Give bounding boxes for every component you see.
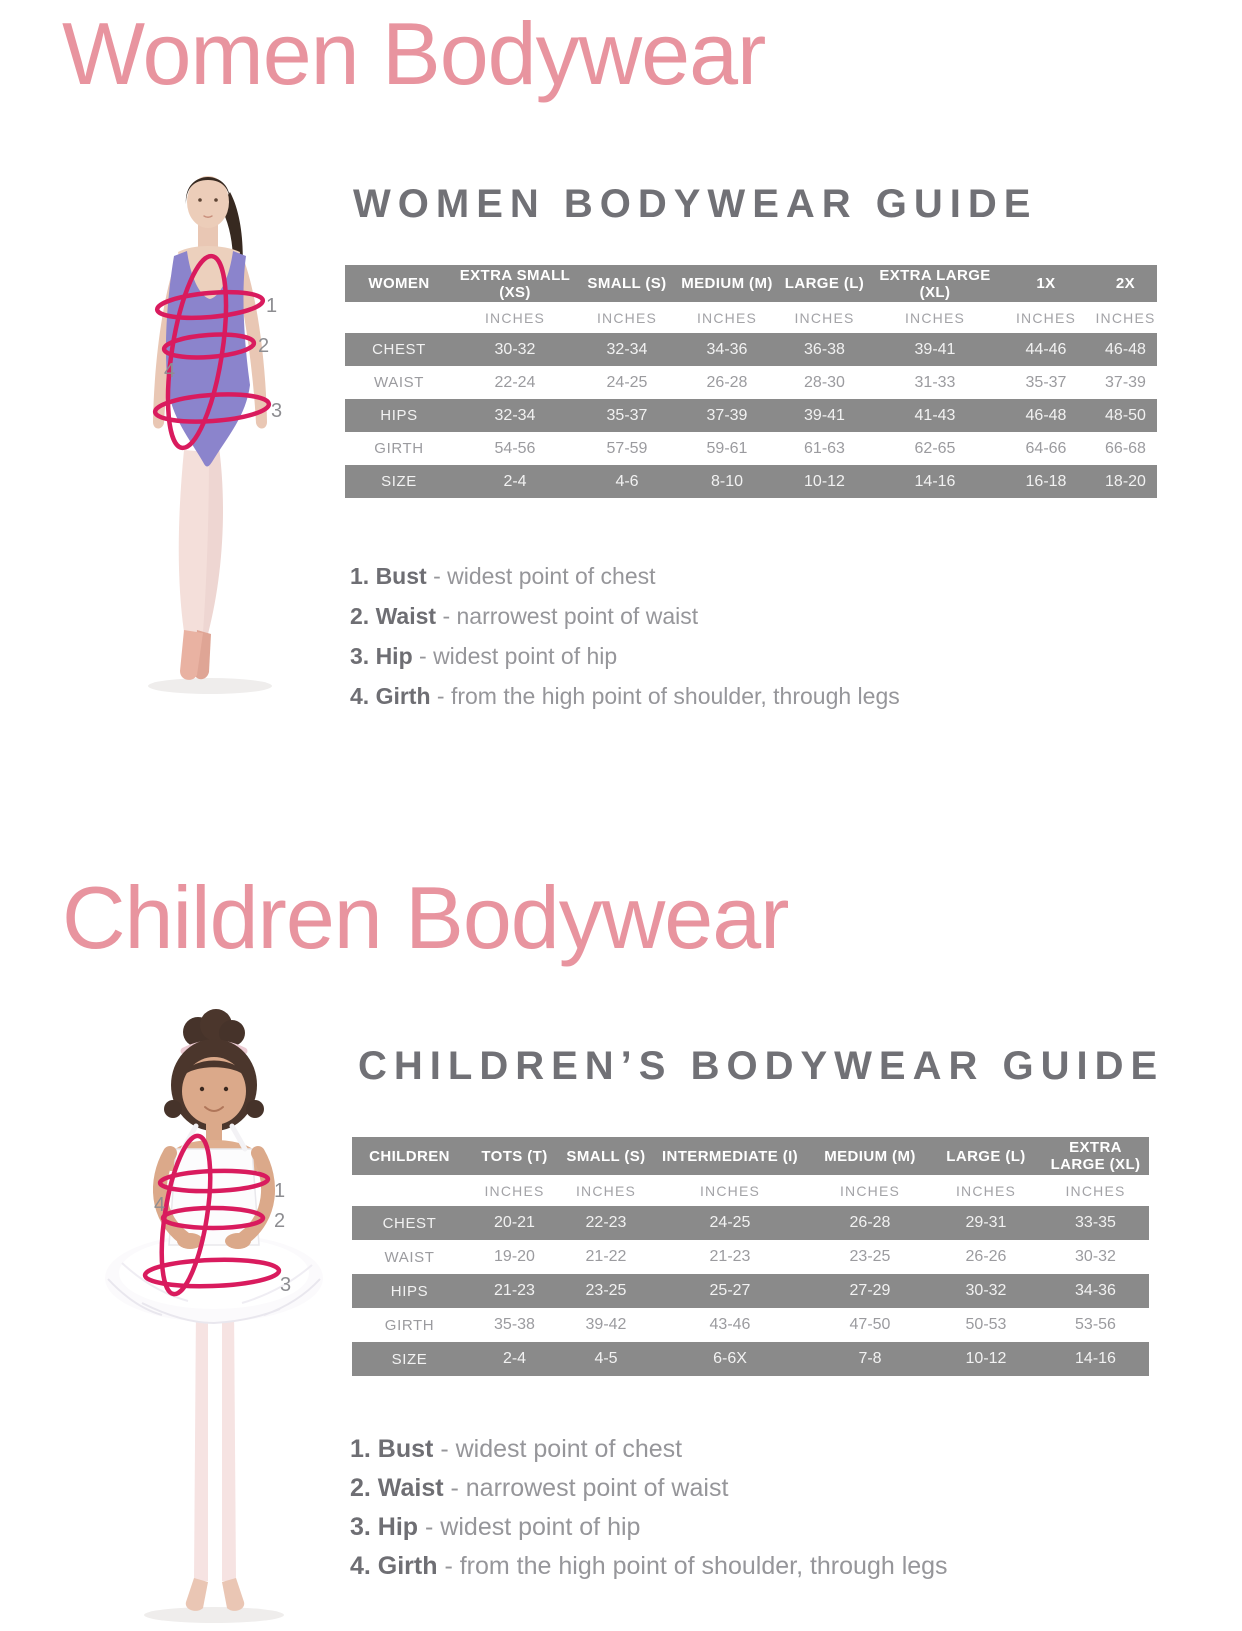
column-header: LARGE (L) xyxy=(946,1147,1026,1165)
bust-marker: 1 xyxy=(274,1180,286,1202)
children-figure xyxy=(102,985,337,1630)
women-section-title: Women Bodywear xyxy=(62,4,766,103)
units-cell: INCHES xyxy=(467,1175,562,1206)
units-cell: INCHES xyxy=(677,302,777,333)
size-cell: 16-18 xyxy=(1025,472,1067,490)
size-cell: 31-33 xyxy=(914,373,956,391)
row-label: SIZE xyxy=(391,1350,428,1368)
women-guide-heading: WOMEN BODYWEAR GUIDE xyxy=(353,182,1038,226)
pointe-shoes xyxy=(180,630,211,680)
size-cell: 35-38 xyxy=(494,1316,535,1333)
legend-term: 2. Waist xyxy=(350,1474,444,1502)
size-cell: 44-46 xyxy=(1025,340,1067,358)
table-row-hips xyxy=(352,1274,1149,1308)
size-cell: 36-38 xyxy=(804,340,845,358)
table-row-chest xyxy=(345,333,1157,366)
row-label: WAIST xyxy=(374,374,424,391)
units-cell: INCHES xyxy=(930,1175,1042,1206)
hip-marker: 3 xyxy=(280,1274,292,1296)
size-cell: 30-32 xyxy=(494,340,536,358)
size-cell: 32-34 xyxy=(494,406,536,424)
units-cell xyxy=(345,302,453,333)
row-label: WAIST xyxy=(384,1248,435,1266)
size-cell: 41-43 xyxy=(914,406,956,424)
size-cell: 6-6X xyxy=(713,1350,747,1367)
column-header: INTERMEDIATE (I) xyxy=(661,1147,799,1165)
units-cell: INCHES xyxy=(1042,1175,1149,1206)
head xyxy=(164,1039,264,1131)
size-cell: 19-20 xyxy=(494,1248,535,1265)
size-cell: 54-56 xyxy=(494,439,536,457)
legend-term: 2. Waist xyxy=(350,603,437,629)
size-cell: 39-41 xyxy=(804,406,845,424)
legend-term: 4. Girth xyxy=(350,683,431,709)
women-figure xyxy=(60,140,320,700)
table-row-size xyxy=(352,1342,1149,1376)
units-cell: INCHES xyxy=(872,302,998,333)
size-cell: 14-16 xyxy=(914,472,956,490)
women-dancer-illustration xyxy=(60,140,320,700)
column-header: SMALL (S) xyxy=(566,1147,646,1165)
women-size-table xyxy=(345,265,1157,498)
size-cell: 64-66 xyxy=(1025,439,1067,457)
legend-desc: - from the high point of shoulder, through legs xyxy=(444,1552,948,1580)
size-cell: 34-36 xyxy=(1075,1282,1116,1299)
legs xyxy=(179,440,223,634)
table-header-row xyxy=(352,1137,1149,1175)
table-header-row xyxy=(345,265,1157,302)
units-row xyxy=(345,302,1157,333)
waist-marker: 2 xyxy=(258,335,270,357)
legend-desc: - widest point of hip xyxy=(419,643,618,669)
legend-term: 1. Bust xyxy=(350,563,427,589)
size-cell: 24-25 xyxy=(709,1214,751,1231)
legend-line xyxy=(350,556,900,596)
children-size-table xyxy=(352,1137,1149,1376)
size-cell: 59-61 xyxy=(706,439,748,457)
row-label: SIZE xyxy=(381,473,417,490)
legend-desc: - widest point of hip xyxy=(425,1513,641,1541)
size-cell: 26-28 xyxy=(706,373,748,391)
size-cell: 46-48 xyxy=(1105,340,1146,358)
children-guide-heading: CHILDREN’S BODYWEAR GUIDE xyxy=(358,1044,1165,1088)
table-row-waist xyxy=(345,366,1157,399)
legs xyxy=(194,1305,236,1581)
size-cell: 26-26 xyxy=(965,1248,1007,1265)
legend-desc: - from the high point of shoulder, through legs xyxy=(436,683,900,709)
legend-term: 3. Hip xyxy=(350,643,413,669)
size-cell: 27-29 xyxy=(849,1282,891,1299)
legend-desc: - narrowest point of waist xyxy=(442,603,699,629)
floor-shadow xyxy=(148,678,272,694)
column-header: EXTRA SMALL (XS) xyxy=(459,266,571,301)
column-header: CHILDREN xyxy=(369,1147,450,1165)
row-label: HIPS xyxy=(380,407,418,424)
legend-term: 3. Hip xyxy=(350,1513,419,1541)
size-cell: 21-23 xyxy=(709,1248,751,1265)
column-header: EXTRA LARGE (XL) xyxy=(1050,1139,1141,1173)
size-cell: 21-22 xyxy=(585,1248,627,1265)
table-row-size xyxy=(345,465,1157,498)
size-cell: 18-20 xyxy=(1105,472,1146,490)
legend-line xyxy=(350,1430,948,1469)
size-cell: 8-10 xyxy=(710,472,744,490)
size-cell: 34-36 xyxy=(706,340,748,358)
size-cell: 66-68 xyxy=(1105,439,1146,457)
legend-desc: - widest point of chest xyxy=(433,563,656,589)
column-header: MEDIUM (M) xyxy=(681,275,773,292)
table-row-hips xyxy=(345,399,1157,432)
size-cell: 57-59 xyxy=(606,439,648,457)
column-header: 2X xyxy=(1115,275,1136,292)
size-cell: 24-25 xyxy=(606,373,648,391)
size-cell: 62-65 xyxy=(914,439,956,457)
row-label: HIPS xyxy=(390,1282,429,1300)
units-cell xyxy=(352,1175,467,1206)
size-cell: 39-41 xyxy=(914,340,956,358)
size-cell: 43-46 xyxy=(709,1316,751,1333)
hip-marker: 3 xyxy=(271,400,283,422)
size-cell: 25-27 xyxy=(709,1282,751,1299)
units-cell: INCHES xyxy=(650,1175,810,1206)
size-cell: 28-30 xyxy=(804,373,845,391)
size-cell: 48-50 xyxy=(1105,406,1146,424)
size-cell: 20-21 xyxy=(494,1214,535,1231)
row-label: GIRTH xyxy=(374,440,424,457)
legend-line xyxy=(350,636,900,676)
row-label: GIRTH xyxy=(384,1316,435,1334)
units-row xyxy=(352,1175,1149,1206)
size-cell: 61-63 xyxy=(804,439,845,457)
size-cell: 2-4 xyxy=(503,472,527,490)
children-section-title: Children Bodywear xyxy=(62,868,789,967)
legend-desc: - narrowest point of waist xyxy=(450,1474,729,1502)
size-cell: 26-28 xyxy=(849,1214,891,1231)
size-cell: 35-37 xyxy=(606,406,648,424)
size-cell: 2-4 xyxy=(502,1350,527,1367)
units-cell: INCHES xyxy=(577,302,677,333)
column-header: SMALL (S) xyxy=(587,275,667,292)
children-measurement-legend xyxy=(350,1430,948,1586)
legend-desc: - widest point of chest xyxy=(440,1435,683,1463)
size-cell: 4-6 xyxy=(615,472,639,490)
size-cell: 22-23 xyxy=(585,1214,627,1231)
size-cell: 14-16 xyxy=(1075,1350,1116,1367)
child-dancer-illustration xyxy=(102,985,337,1630)
girth-marker: 4 xyxy=(154,1194,166,1216)
legend-term: 1. Bust xyxy=(350,1435,434,1463)
size-cell: 32-34 xyxy=(606,340,648,358)
size-cell: 7-8 xyxy=(858,1350,882,1367)
legend-line xyxy=(350,1469,948,1508)
size-cell: 39-42 xyxy=(585,1316,627,1333)
column-header: TOTS (T) xyxy=(481,1147,548,1165)
column-header: LARGE (L) xyxy=(784,275,865,292)
head xyxy=(186,176,230,228)
legend-line xyxy=(350,1508,948,1547)
waist-marker: 2 xyxy=(274,1210,286,1232)
table-row-waist xyxy=(352,1240,1149,1274)
row-label: CHEST xyxy=(372,341,426,358)
legend-line xyxy=(350,1547,948,1586)
units-cell: INCHES xyxy=(453,302,577,333)
units-cell: INCHES xyxy=(810,1175,930,1206)
column-header: 1X xyxy=(1036,275,1056,292)
column-header: MEDIUM (M) xyxy=(824,1147,916,1165)
size-cell: 30-32 xyxy=(1075,1248,1116,1265)
legend-line xyxy=(350,596,900,636)
size-cell: 50-53 xyxy=(965,1316,1007,1333)
size-cell: 22-24 xyxy=(494,373,536,391)
size-cell: 53-56 xyxy=(1075,1316,1116,1333)
girth-marker: 4 xyxy=(164,360,176,382)
units-cell: INCHES xyxy=(998,302,1094,333)
legend-term: 4. Girth xyxy=(350,1552,438,1580)
size-cell: 29-31 xyxy=(965,1214,1007,1231)
size-cell: 47-50 xyxy=(849,1316,891,1333)
size-cell: 10-12 xyxy=(965,1350,1007,1367)
ballet-slippers xyxy=(186,1578,244,1611)
size-cell: 4-5 xyxy=(594,1350,618,1367)
units-cell: INCHES xyxy=(1094,302,1157,333)
table-row-girth xyxy=(345,432,1157,465)
size-cell: 46-48 xyxy=(1025,406,1067,424)
units-cell: INCHES xyxy=(777,302,872,333)
row-label: CHEST xyxy=(382,1214,437,1232)
size-cell: 30-32 xyxy=(965,1282,1007,1299)
legend-line xyxy=(350,676,900,716)
size-cell: 21-23 xyxy=(494,1282,535,1299)
column-header: WOMEN xyxy=(368,275,430,292)
size-cell: 10-12 xyxy=(804,472,845,490)
women-measurement-legend xyxy=(350,556,900,716)
floor-shadow xyxy=(144,1607,284,1623)
size-cell: 37-39 xyxy=(706,406,748,424)
size-cell: 23-25 xyxy=(849,1248,891,1265)
table-row-chest xyxy=(352,1206,1149,1240)
size-cell: 35-37 xyxy=(1025,373,1067,391)
bust-marker: 1 xyxy=(266,295,278,317)
units-cell: INCHES xyxy=(562,1175,650,1206)
table-row-girth xyxy=(352,1308,1149,1342)
size-cell: 33-35 xyxy=(1075,1214,1116,1231)
size-cell: 23-25 xyxy=(585,1282,627,1299)
column-header: EXTRA LARGE (XL) xyxy=(879,266,991,301)
size-cell: 37-39 xyxy=(1105,373,1146,391)
